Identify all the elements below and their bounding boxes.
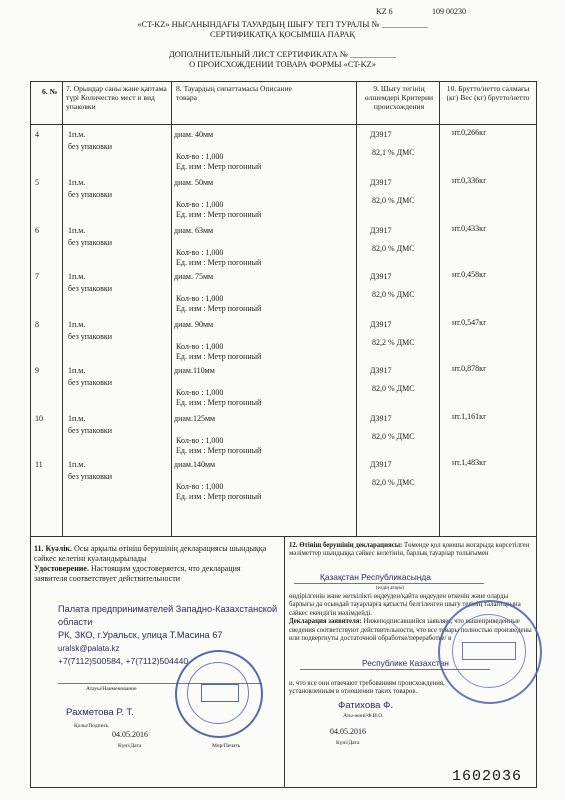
row-quantity: 1п.м. xyxy=(68,178,86,187)
row-weight: нт.1,483кг xyxy=(452,458,487,467)
row-unit: Ед. изм : Метр погонный xyxy=(176,304,262,313)
row-criteria: 82,0 % ДМС xyxy=(372,196,415,205)
row-unit: Ед. изм : Метр погонный xyxy=(176,492,262,501)
stamp-caption: Мөр/Печать xyxy=(212,743,241,749)
row-count: Кол-во : 1,000 xyxy=(176,388,224,397)
col-header-weight: 10. Брутто/нетто салмағы (кг) Вес (кг) брутто/нетто xyxy=(446,84,530,102)
row-quantity: 1п.м. xyxy=(68,414,86,423)
sec12-country-kz: Қазақстан Республикасында xyxy=(320,572,431,582)
row-code: Д3917 xyxy=(370,226,392,235)
row-criteria: 82,0 % ДМС xyxy=(372,432,415,441)
sec12-text-ru: өндірілгенін және жеткілікті өңдеуден/қайта өңдеуден өткенін және оларды барлығы да осындай тауарларға қатысты белгіленген шығу тегінің талаптарына сәйкес екендігін мәлімдейді. Декларация заявителя: Нижеподписавшийся заявляет, что вышеприведенные сведения соответствуют действительности, что все товары полностью произведены или подвергнуты достаточной обработке/переработке/ в xyxy=(289,593,532,643)
row-number: 9 xyxy=(35,366,39,375)
row-description: диам. 90мм xyxy=(174,320,214,329)
row-quantity: 1п.м. xyxy=(68,366,86,375)
row-packaging: без упаковки xyxy=(68,332,113,341)
row-quantity: 1п.м. xyxy=(68,130,86,139)
sec12-text-kz: 12. Өтініш берушінің декларациясы: Төменде қол қоюшы жоғарыда көрсетілген мәліметтер шындыққа сәйкес келетінін, барлық тауарлар толығымен xyxy=(289,542,530,558)
row-packaging: без упаковки xyxy=(68,190,113,199)
country-caption: (елдің атауы) xyxy=(376,586,405,591)
kz-number: 109 00230 xyxy=(432,7,466,16)
row-packaging: без упаковки xyxy=(68,284,113,293)
col-header-no: 6. № xyxy=(42,87,58,96)
row-number: 4 xyxy=(35,130,39,139)
sec11-signer: Рахметова Р. Т. xyxy=(66,707,134,718)
row-count: Кол-во : 1,000 xyxy=(176,294,224,303)
row-description: диам. 50мм xyxy=(174,178,214,187)
row-criteria: 82,0 % ДМС xyxy=(372,384,415,393)
row-packaging: без упаковки xyxy=(68,472,113,481)
row-description: диам.110мм xyxy=(174,366,215,375)
row-count: Кол-во : 1,000 xyxy=(176,482,224,491)
row-criteria: 82,1 % ДМС xyxy=(372,148,415,157)
row-quantity: 1п.м. xyxy=(68,226,86,235)
kz-ref: KZ 6 xyxy=(376,7,393,16)
row-description: диам. 40мм xyxy=(174,130,214,139)
header-line3: ДОПОЛНИТЕЛЬНЫЙ ЛИСТ СЕРТИФИКАТА № ___________ xyxy=(168,50,397,59)
row-packaging: без упаковки xyxy=(68,238,113,247)
row-code: Д3917 xyxy=(370,366,392,375)
row-unit: Ед. изм : Метр погонный xyxy=(176,446,262,455)
header-line1: «CT-KZ» НЫСАНЫНДАҒЫ ТАУАРДЫҢ ШЫҒУ ТЕГІ ТУРАЛЫ № ___________ xyxy=(137,20,428,29)
row-quantity: 1п.м. xyxy=(68,460,86,469)
row-unit: Ед. изм : Метр погонный xyxy=(176,352,262,361)
row-code: Д3917 xyxy=(370,272,392,281)
row-weight: нт.1,161кг xyxy=(452,412,487,421)
row-code: Д3917 xyxy=(370,460,392,469)
row-number: 6 xyxy=(35,226,39,235)
row-unit: Ед. изм : Метр погонный xyxy=(176,210,262,219)
row-count: Кол-во : 1,000 xyxy=(176,200,224,209)
sign-caption: Қолы/Подпись xyxy=(74,723,109,729)
row-quantity: 1п.м. xyxy=(68,320,86,329)
sec11-text: 11. Куәлік. Осы арқылы өтініш берушінің декларациясы шындыққа сәйкес келетіні куәландырылады Удостоверение. Настоящим удостоверяется, что декларация заявителя соответствует действительности xyxy=(34,544,267,583)
row-number: 10 xyxy=(35,414,43,423)
col-header-description: 8. Тауардың сипаттамасы Описание товара xyxy=(176,84,292,102)
sec12-country-ru: Республике Казахстан xyxy=(362,658,449,668)
row-number: 8 xyxy=(35,320,39,329)
row-count: Кол-во : 1,000 xyxy=(176,248,224,257)
col-header-criteria: 9. Шығу тегінің өлшемдері Критерии происхождения xyxy=(364,84,434,111)
row-code: Д3917 xyxy=(370,320,392,329)
row-unit: Ед. изм : Метр погонный xyxy=(176,258,262,267)
row-weight: нт.0,878кг xyxy=(452,364,487,373)
row-description: диам. 75мм xyxy=(174,272,214,281)
sec12-date-caption: Күні/Дата xyxy=(336,740,360,746)
row-count: Кол-во : 1,000 xyxy=(176,152,224,161)
sec12-signer: Фатихова Ф. xyxy=(338,700,394,711)
signer-caption: Аты-жөні/Ф.И.О. xyxy=(343,713,384,719)
row-quantity: 1п.м. xyxy=(68,272,86,281)
row-weight: нт.0,336кг xyxy=(452,176,487,185)
row-unit: Ед. изм : Метр погонный xyxy=(176,162,262,171)
applicant-seal-icon xyxy=(438,600,542,704)
row-criteria: 82,0 % ДМС xyxy=(372,478,415,487)
row-number: 5 xyxy=(35,178,39,187)
row-count: Кол-во : 1,000 xyxy=(176,436,224,445)
row-code: Д3917 xyxy=(370,178,392,187)
row-number: 11 xyxy=(35,460,43,469)
row-unit: Ед. изм : Метр погонный xyxy=(176,398,262,407)
row-criteria: 82,2 % ДМС xyxy=(372,338,415,347)
row-packaging: без упаковки xyxy=(68,142,113,151)
header-line4: О ПРОИСХОЖДЕНИИ ТОВАРА ФОРМЫ «CT-KZ» xyxy=(189,60,376,69)
date-caption: Күні/Дата xyxy=(118,743,142,749)
chamber-seal-icon xyxy=(175,650,263,738)
row-description: диам. 63мм xyxy=(174,226,214,235)
row-description: диам.125мм xyxy=(174,414,216,423)
row-number: 7 xyxy=(35,272,39,281)
sec12-date: 04.05.2016 xyxy=(330,727,366,736)
sec11-date: 04.05.2016 xyxy=(112,730,148,739)
row-code: Д3917 xyxy=(370,414,392,423)
row-weight: нт.0,266кг xyxy=(452,128,487,137)
row-packaging: без упаковки xyxy=(68,426,113,435)
row-criteria: 82,0 % ДМС xyxy=(372,244,415,253)
row-weight: нт.0,458кг xyxy=(452,270,487,279)
row-weight: нт.0,547кг xyxy=(452,318,487,327)
serial-number: 1602036 xyxy=(452,768,523,785)
header-line2: СЕРТИФИКАТҚА ҚОСЫМША ПАРАҚ xyxy=(209,30,355,39)
row-code: Д3917 xyxy=(370,130,392,139)
row-description: диам.140мм xyxy=(174,460,216,469)
row-criteria: 82,0 % ДМС xyxy=(372,290,415,299)
sec12-tail: и, что все они отвечают требованиям происхождения, установленным в отношении таких товаров. xyxy=(289,680,445,696)
col-header-packages: 7. Орындар саны және қаптама түрі Количество мест и вид упаковки xyxy=(66,84,167,111)
row-weight: нт.0,433кг xyxy=(452,224,487,233)
addr-caption: Атауы/Наименование xyxy=(86,686,137,692)
row-packaging: без упаковки xyxy=(68,378,113,387)
chamber-address: Палата предпринимателей Западно-Казахстанской области РК, ЗКО, г.Уральск, улица Т.Масина 67 uralsk@palata.kz +7(7112)500584, +7(7112)504440 xyxy=(58,604,278,666)
row-count: Кол-во : 1,000 xyxy=(176,342,224,351)
